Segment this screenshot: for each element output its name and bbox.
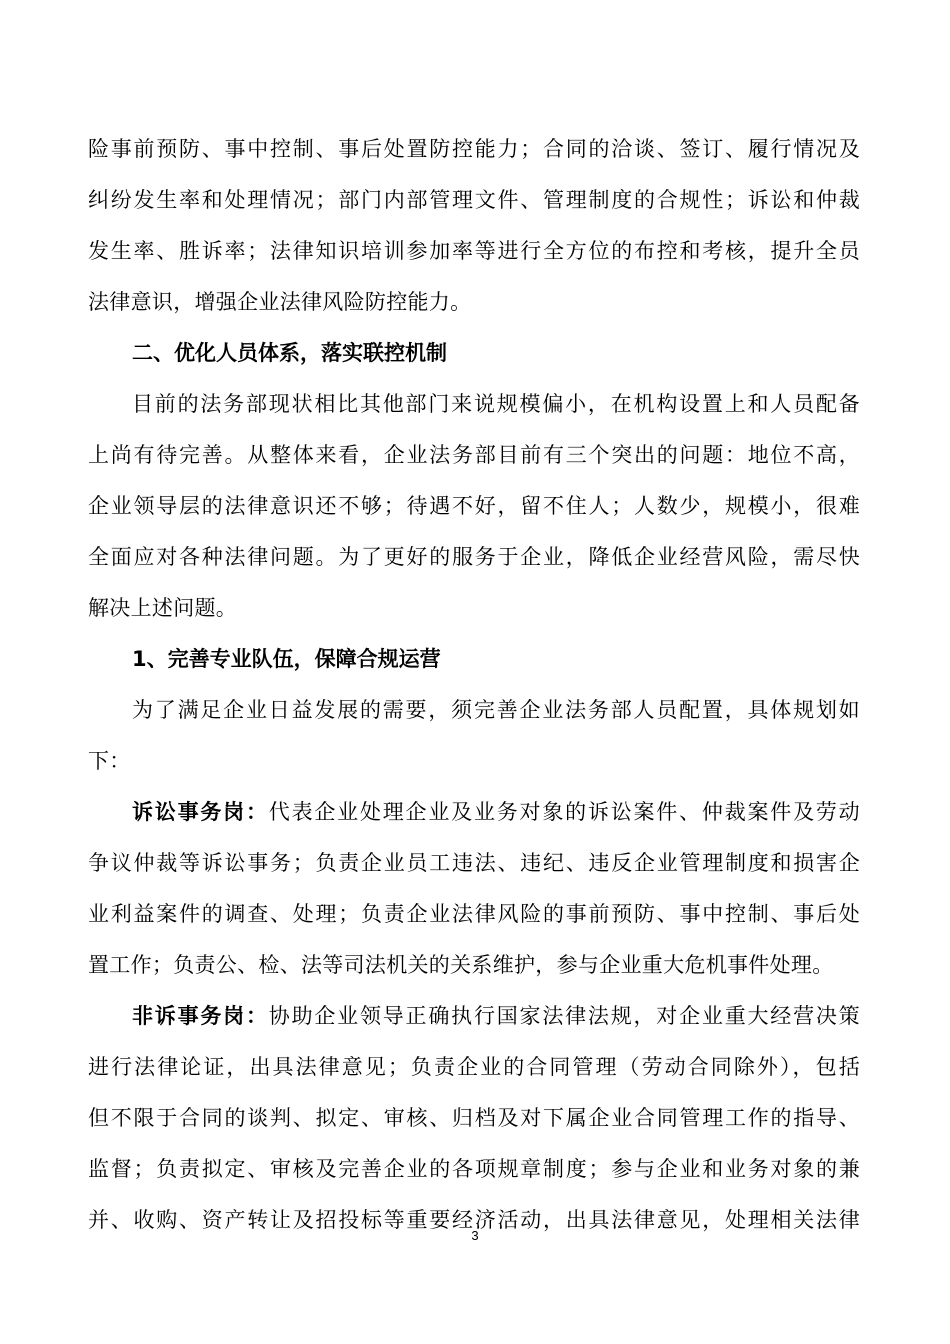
text-line: 下： [88, 749, 131, 773]
text-line: 进行法律论证，出具法律意见；负责企业的合同管理（劳动合同除外），包括 [88, 1055, 860, 1079]
text-line [88, 787, 860, 838]
paragraph-risk-control [88, 124, 860, 328]
document-page [88, 124, 860, 1246]
text-line: 法律意识，增强企业法律风险防控能力。 [88, 290, 472, 314]
section-heading-2: 二、优化人员体系，落实联控机制 [132, 341, 447, 365]
text-line: 目前的法务部现状相比其他部门来说规模偏小，在机构设置上和人员配备 [132, 392, 860, 416]
text-line: 解决上述问题。 [88, 596, 238, 620]
text-line: 置工作；负责公、检、法等司法机关的关系维护，参与企业重大危机事件处理。 [88, 953, 834, 977]
text-line: 险事前预防、事中控制、事后处置防控能力；合同的洽谈、签订、履行情况及 [88, 137, 860, 161]
page-number: 3 [471, 1228, 479, 1243]
text-line: 争议仲裁等诉讼事务；负责企业员工违法、违纪、违反企业管理制度和损害企 [88, 851, 860, 875]
subsection-heading-1: 1、完善专业队伍，保障合规运营 [132, 647, 441, 671]
text-line [88, 991, 860, 1042]
paragraph-current-status [88, 379, 860, 634]
paragraph-staffing-plan [88, 685, 860, 787]
paragraph-litigation-role [88, 787, 860, 991]
text-line: 纠纷发生率和处理情况；部门内部管理文件、管理制度的合规性；诉讼和仲裁 [88, 188, 860, 212]
text-line: 并、收购、资产转让及招投标等重要经济活动，出具法律意见，处理相关法律 [88, 1208, 860, 1232]
paragraph-non-litigation-role [88, 991, 860, 1246]
role-title-litigation: 诉讼事务岗： [132, 800, 269, 824]
text-line: 上尚有待完善。从整体来看，企业法务部目前有三个突出的问题：地位不高， [88, 443, 860, 467]
text-line: 发生率、胜诉率；法律知识培训参加率等进行全方位的布控和考核，提升全员 [88, 239, 860, 263]
text-line: 为了满足企业日益发展的需要，须完善企业法务部人员配置，具体规划如 [132, 698, 860, 722]
role-description: 协助企业领导正确执行国家法律法规，对企业重大经营决策 [268, 1004, 860, 1028]
text-line: 监督；负责拟定、审核及完善企业的各项规章制度；参与企业和业务对象的兼 [88, 1157, 860, 1181]
role-description: 代表企业处理企业及业务对象的诉讼案件、仲裁案件及劳动 [268, 800, 860, 824]
text-line: 全面应对各种法律问题。为了更好的服务于企业，降低企业经营风险，需尽快 [88, 545, 860, 569]
text-line: 业利益案件的调查、处理；负责企业法律风险的事前预防、事中控制、事后处 [88, 902, 860, 926]
text-line: 但不限于合同的谈判、拟定、审核、归档及对下属企业合同管理工作的指导、 [88, 1106, 860, 1130]
role-title-non-litigation: 非诉事务岗： [132, 1004, 269, 1028]
text-line: 企业领导层的法律意识还不够；待遇不好，留不住人；人数少，规模小，很难 [88, 494, 860, 518]
